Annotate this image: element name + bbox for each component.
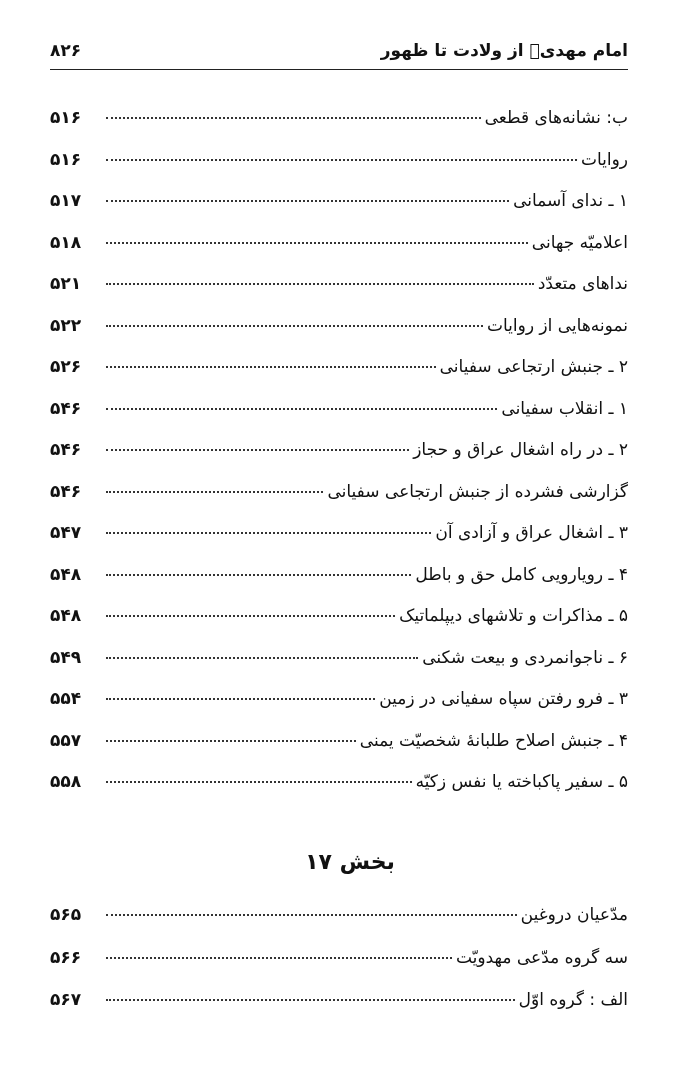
toc-entry-page: ۵۵۷ (50, 730, 82, 751)
toc-entry (50, 905, 628, 948)
toc-entry-page: ۵۶۵ (50, 905, 82, 925)
toc-entry-page: ۵۱۸ (50, 232, 82, 253)
toc-entry-page: ۵۶۷ (50, 990, 82, 1010)
running-header (50, 34, 628, 68)
dot-leader (106, 532, 431, 534)
section-heading: بخش ۱۷ (305, 850, 395, 875)
toc-entry-page: ۵۲۶ (50, 357, 82, 377)
dot-leader (106, 781, 412, 783)
toc-entry (50, 648, 628, 690)
toc-entry-page: ۵۶۶ (50, 947, 82, 968)
dot-leader (106, 325, 483, 327)
dot-leader (106, 159, 577, 161)
toc-entry-title: ۴ ـ جنبش اصلاح طلبانهٔ شخصیّت یمنی (359, 730, 628, 751)
toc-entry-title: سه گروه مدّعی مهدویّت (455, 947, 628, 968)
book-title: امام مهدیؑ از ولادت تا ظهور (380, 41, 628, 61)
toc-entry (50, 316, 628, 358)
toc-entry-title: نمونه‌هایی از روایات (486, 315, 628, 336)
dot-leader (106, 698, 375, 700)
toc-entry-page: ۵۱۶ (50, 108, 82, 128)
dot-leader (106, 449, 409, 451)
toc-entry (50, 565, 628, 607)
dot-leader (106, 200, 509, 202)
toc-entry-title: ۳ ـ فرو رفتن سپاه سفیانی در زمین (379, 689, 628, 709)
toc-entry (50, 357, 628, 399)
toc-entry-page: ۵۱۷ (50, 191, 82, 211)
toc-entry-title: روایات (580, 149, 628, 170)
toc-entry-page: ۵۴۷ (50, 523, 82, 543)
toc-entry-page: ۵۴۸ (50, 606, 82, 626)
toc-entry (50, 233, 628, 275)
toc-entry (50, 108, 628, 150)
toc-entry-page: ۵۴۸ (50, 564, 82, 585)
toc-entry-title: ۵ ـ مذاکرات و تلاشهای دیپلماتیک (399, 606, 628, 626)
toc-entry-page: ۵۲۲ (50, 315, 82, 336)
toc-entry-page: ۵۱۶ (50, 149, 82, 170)
toc-entry-title: ۲ ـ در راه اشغال عراق و حجاز (413, 440, 628, 460)
page-number: ۸۲۶ (50, 41, 82, 61)
header-rule (50, 69, 628, 70)
dot-leader (106, 408, 497, 410)
toc-entry-page: ۵۴۶ (50, 440, 82, 460)
toc-entry-title: مدّعیان دروغین (520, 905, 628, 925)
dot-leader (106, 117, 481, 119)
toc-entry-title: نداهای متعدّد (537, 274, 628, 294)
toc-entry (50, 523, 628, 565)
toc-entry-page: ۵۵۴ (50, 689, 82, 709)
dot-leader (106, 366, 436, 368)
dot-leader (106, 242, 528, 244)
toc-list-part1 (50, 108, 628, 814)
toc-entry-title: ۱ ـ ندای آسمانی (513, 191, 628, 211)
dot-leader (106, 999, 515, 1001)
toc-entry (50, 150, 628, 192)
toc-entry-title: الف : گروه اوّل (518, 990, 628, 1010)
toc-entry-title: اعلامیّه جهانی (531, 232, 628, 253)
toc-entry-title: ۱ ـ انقلاب سفیانی (501, 398, 628, 419)
toc-entry (50, 731, 628, 773)
toc-entry-title: ۲ ـ جنبش ارتجاعی سفیانی (439, 357, 628, 377)
toc-entry (50, 274, 628, 316)
toc-entry-page: ۵۲۱ (50, 274, 82, 294)
dot-leader (106, 615, 395, 617)
toc-list-part2 (50, 905, 628, 1033)
toc-entry-title: گزارشی فشرده از جنبش ارتجاعی سفیانی (327, 481, 628, 502)
toc-entry (50, 772, 628, 814)
dot-leader (106, 491, 323, 493)
toc-entry (50, 399, 628, 441)
toc-entry (50, 191, 628, 233)
dot-leader (106, 657, 418, 659)
toc-entry-page: ۵۴۶ (50, 398, 82, 419)
toc-entry-page: ۵۴۹ (50, 647, 82, 668)
dot-leader (106, 740, 356, 742)
toc-entry (50, 482, 628, 524)
toc-entry-page: ۵۴۶ (50, 481, 82, 502)
toc-entry-title: ب: نشانه‌های قطعی (484, 108, 628, 128)
dot-leader (106, 957, 452, 959)
toc-entry (50, 689, 628, 731)
dot-leader (106, 283, 534, 285)
toc-entry-page: ۵۵۸ (50, 772, 82, 792)
toc-entry-title: ۴ ـ رویارویی کامل حق و باطل (415, 564, 628, 585)
dot-leader (106, 574, 411, 576)
toc-entry (50, 440, 628, 482)
toc-entry (50, 606, 628, 648)
toc-entry (50, 990, 628, 1033)
toc-entry (50, 948, 628, 991)
toc-entry-title: ۶ ـ ناجوانمردی و بیعت شکنی (422, 647, 628, 668)
toc-entry-title: ۵ ـ سفیر پاکباخته یا نفس زکیّه (415, 772, 628, 792)
dot-leader (106, 914, 517, 916)
toc-entry-title: ۳ ـ اشغال عراق و آزادی آن (435, 523, 628, 543)
